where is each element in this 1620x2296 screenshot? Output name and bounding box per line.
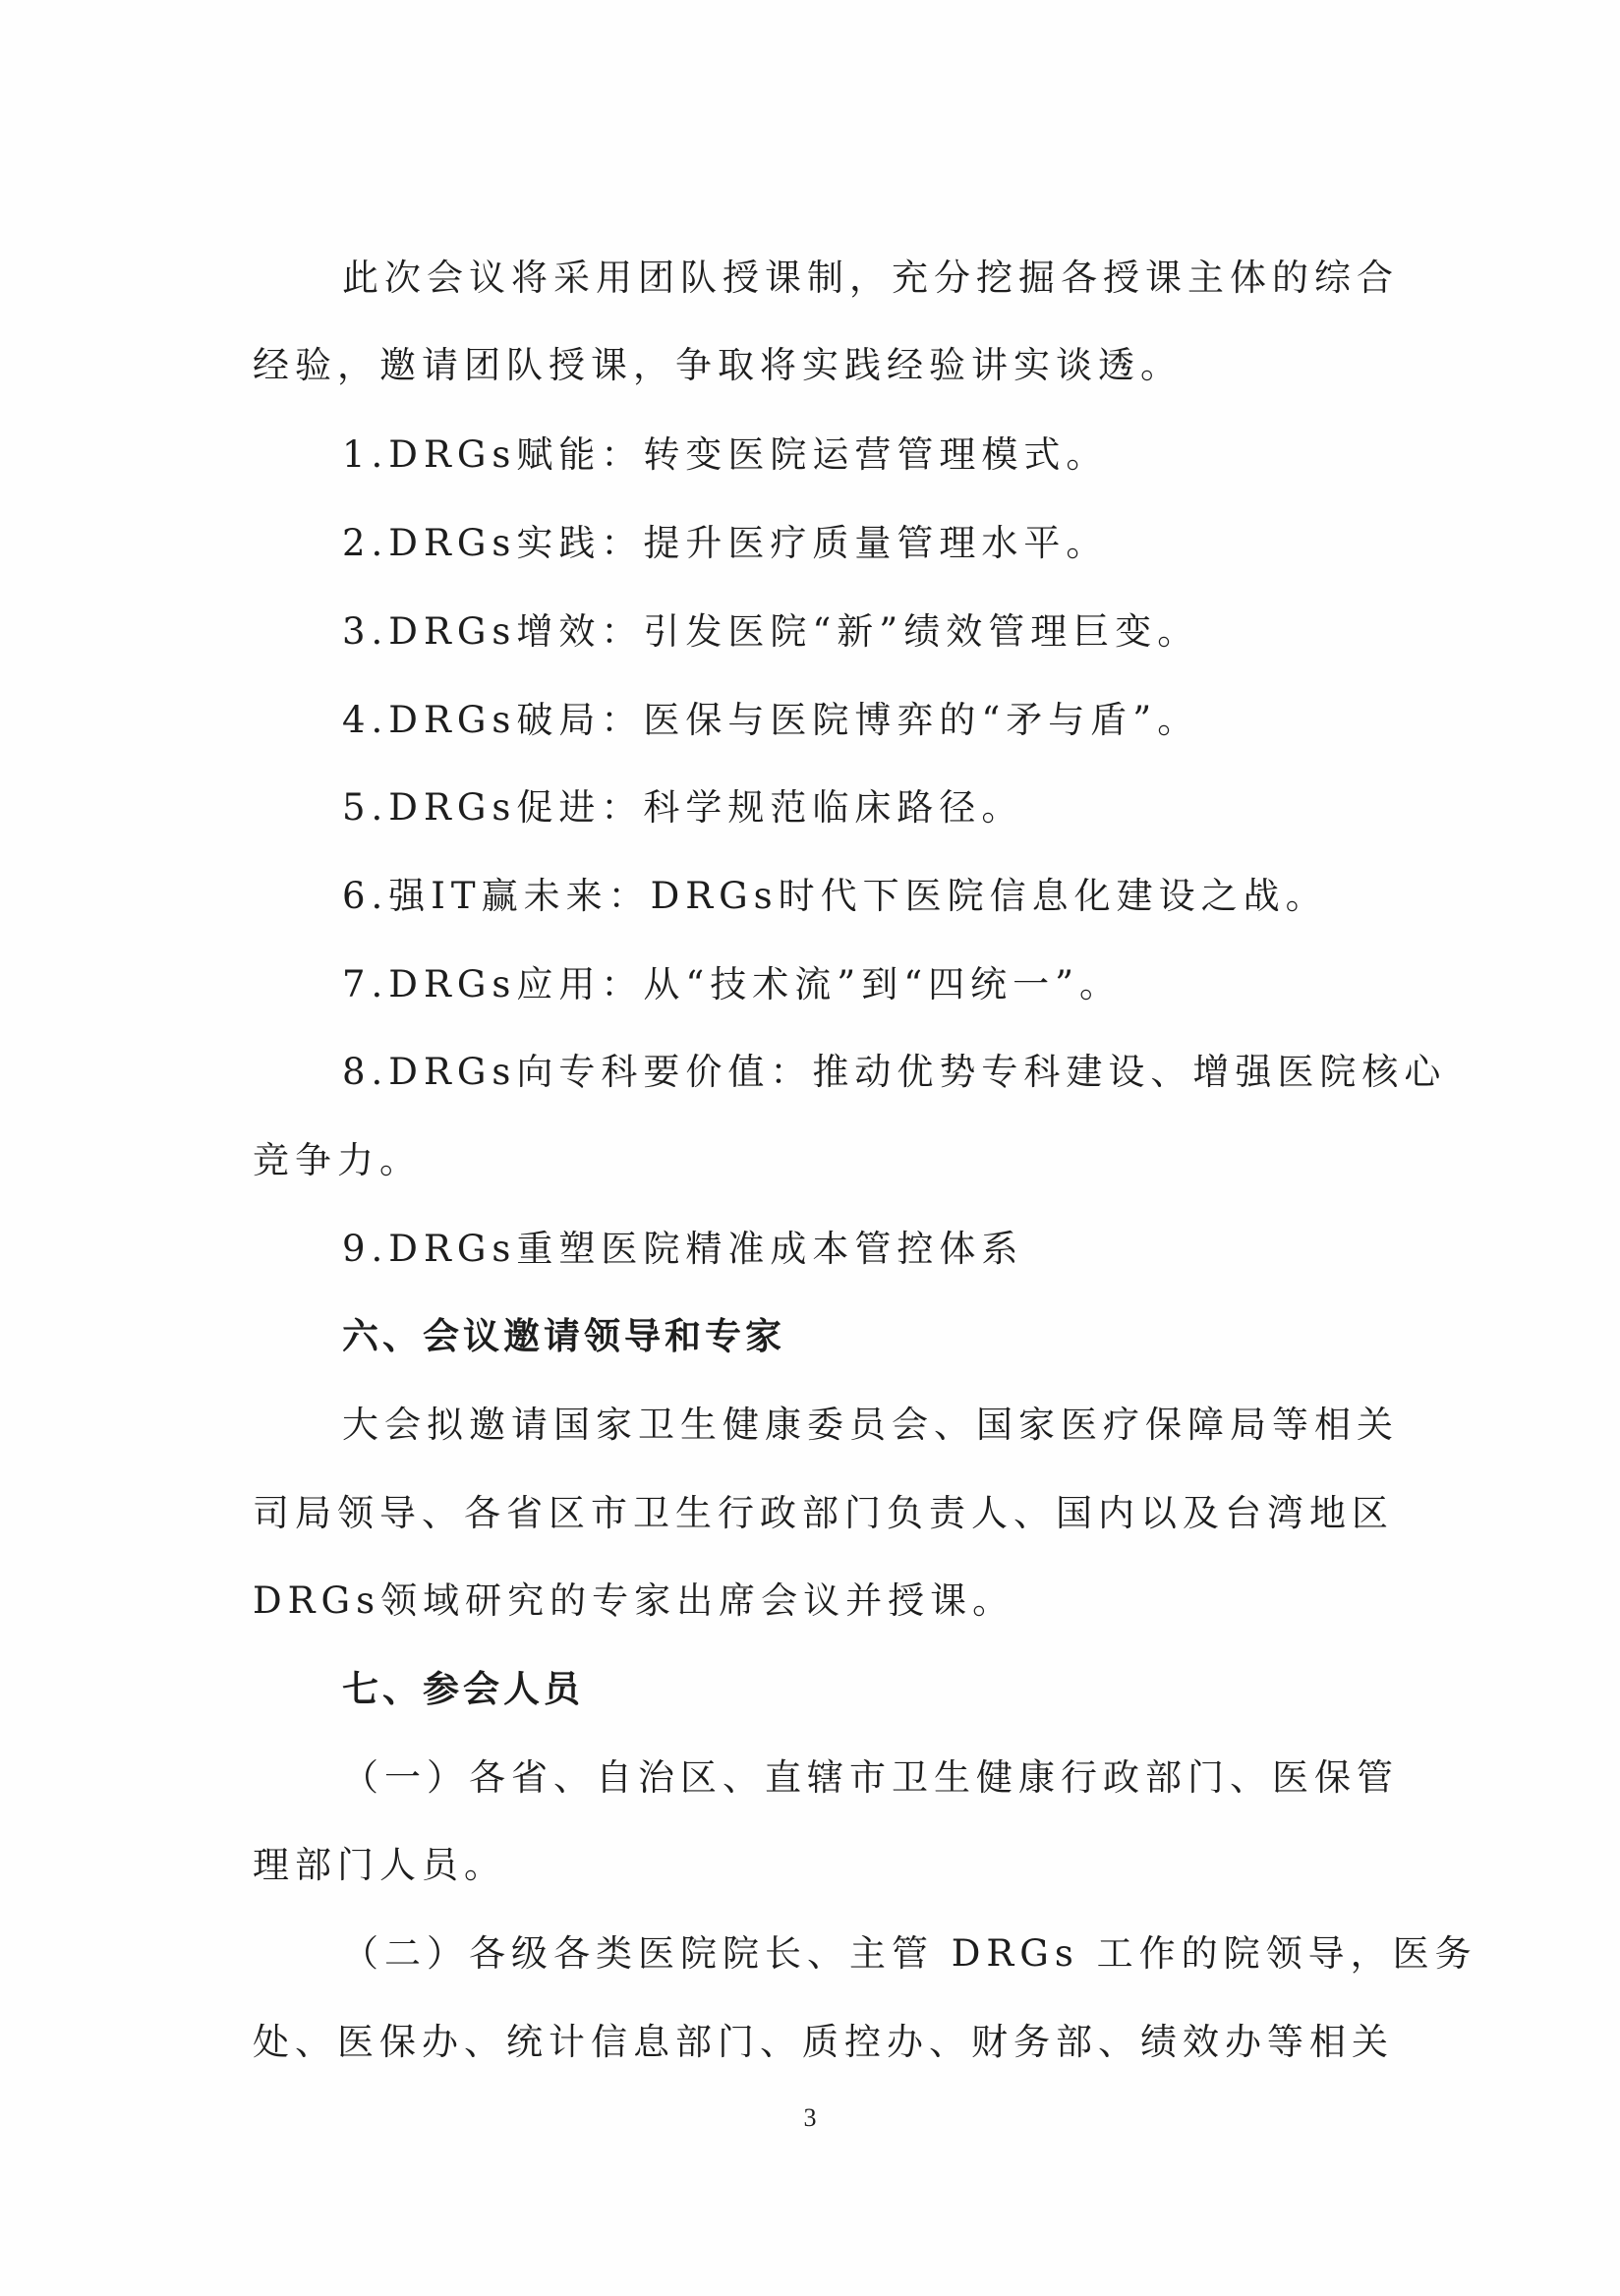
paragraph-line: 处、医保办、统计信息部门、质控办、财务部、绩效办等相关 (253, 2021, 1394, 2063)
section-heading: 七、参会人员 (342, 1668, 584, 1710)
paragraph-line: （二）各级各类医院院长、主管 DRGs 工作的院领导，医务 (342, 1932, 1477, 1975)
paragraph-line: DRGs领域研究的专家出席会议并授课。 (253, 1579, 1015, 1622)
list-item: 8.DRGs向专科要价值：推动优势专科建设、增强医院核心 (342, 1051, 1447, 1093)
list-item: 4.DRGs破局：医保与医院博弈的“矛与盾”。 (342, 699, 1200, 741)
paragraph-line: （一）各省、自治区、直辖市卫生健康行政部门、医保管 (342, 1756, 1399, 1799)
paragraph-line: 此次会议将采用团队授课制，充分挖掘各授课主体的综合 (342, 257, 1399, 299)
list-item: 3.DRGs增效：引发医院“新”绩效管理巨变。 (342, 610, 1200, 653)
paragraph-line: 大会拟邀请国家卫生健康委员会、国家医疗保障局等相关 (342, 1404, 1399, 1446)
list-item-continuation: 竞争力。 (253, 1139, 422, 1181)
paragraph-line: 理部门人员。 (253, 1844, 506, 1886)
list-item: 9.DRGs重塑医院精准成本管控体系 (342, 1228, 1024, 1270)
paragraph-line: 司局领导、各省区市卫生行政部门负责人、国内以及台湾地区 (253, 1492, 1394, 1534)
section-heading: 六、会议邀请领导和专家 (342, 1315, 785, 1357)
list-item: 6.强IT赢未来：DRGs时代下医院信息化建设之战。 (342, 875, 1328, 917)
list-item: 2.DRGs实践：提升医疗质量管理水平。 (342, 522, 1109, 564)
paragraph-line: 经验，邀请团队授课，争取将实践经验讲实谈透。 (253, 344, 1183, 386)
list-item: 5.DRGs促进：科学规范临床路径。 (342, 786, 1024, 829)
list-item: 7.DRGs应用：从“技术流”到“四统一”。 (342, 963, 1123, 1005)
page-number: 3 (803, 2103, 817, 2132)
list-item: 1.DRGs赋能：转变医院运营管理模式。 (342, 433, 1109, 476)
